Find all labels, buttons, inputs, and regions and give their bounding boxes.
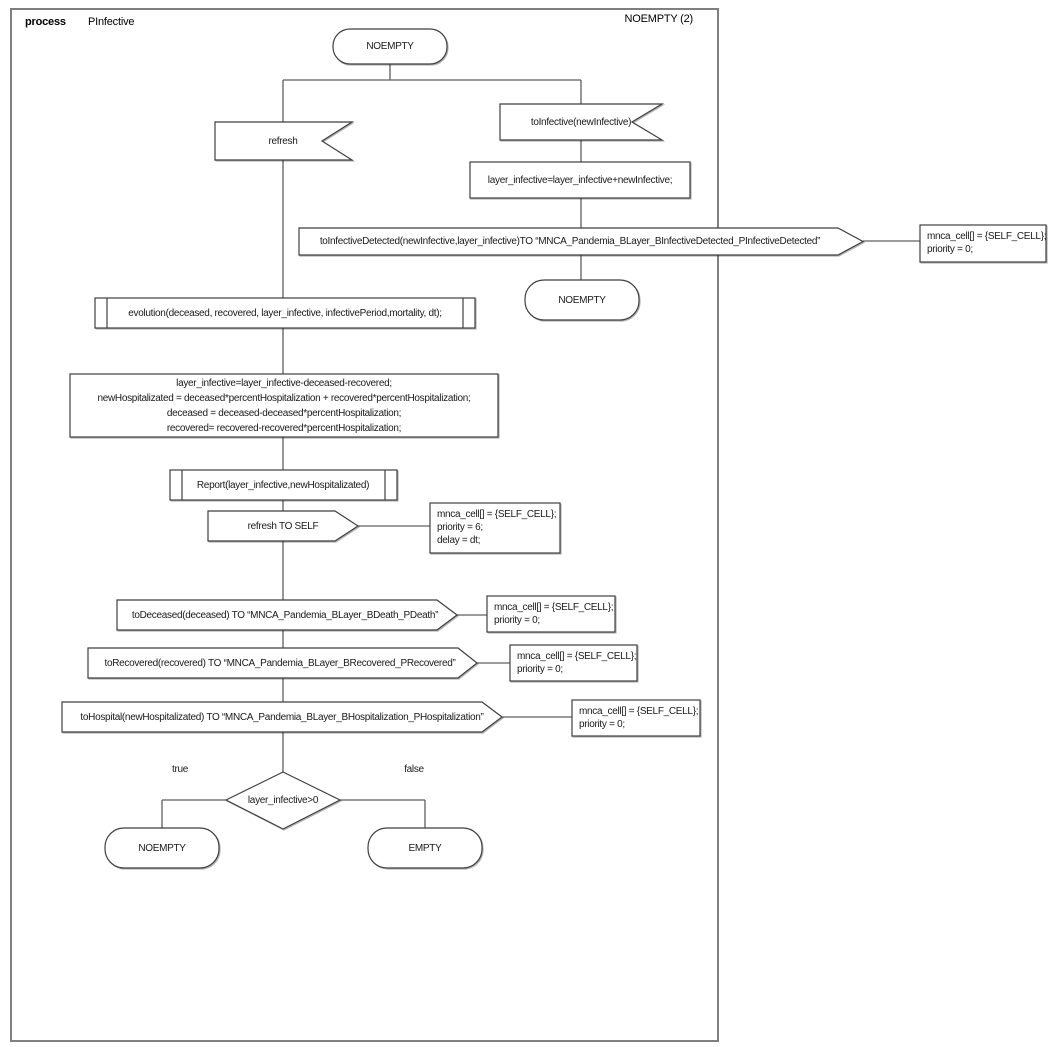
comment-hospital-text [579,705,698,731]
branch-true-label: true [171,764,189,775]
task-add-infective-label: layer_infective=layer_infective+newInfective; [487,175,673,186]
proc-report-label: Report(layer_infective,newHospitalizated) [196,480,370,491]
frame-state-ref-label: NOEMPTY (2) [624,13,693,25]
send-to-infective-detected-label: toInfectiveDetected(newInfective,layer_infective)TO “MNCA_Pandemia_BLayer_BInfectiveDetected_PInfectiveDetected” [319,236,821,247]
state-noempty-bottom-label: NOEMPTY [138,843,186,854]
comment-line: priority = 0; [927,244,973,255]
comment-recovered-text [517,650,636,676]
comment-line: delay = dt; [437,535,481,546]
send-to-deceased-label: toDeceased(deceased) TO “MNCA_Pandemia_BLayer_BDeath_PDeath” [131,610,439,621]
comment-line: mnca_cell[] = {SELF_CELL}; [494,602,614,613]
comment-line: priority = 0; [517,664,563,675]
task-update-line: deceased = deceased-deceased*percentHospitalization; [166,408,402,419]
comment-line: mnca_cell[] = {SELF_CELL}; [517,651,637,662]
receive-refresh-label: refresh [268,136,298,147]
process-kind-label: process [25,16,66,28]
proc-evolution-label: evolution(deceased, recovered, layer_infective, infectivePeriod,mortality, dt); [128,308,442,319]
comment-refresh-self-text [437,508,556,547]
send-refresh-self-label: refresh TO SELF [247,521,319,532]
comment-line: priority = 6; [437,522,483,533]
task-update-line: newHospitalizated = deceased*percentHospitalization + recovered*percentHospitalization; [97,393,471,404]
state-empty-label: EMPTY [408,843,442,854]
send-to-hospital-label: toHospital(newHospitalizated) TO “MNCA_Pandemia_BLayer_BHospitalization_PHospitalization” [80,712,484,723]
branch-false-label: false [404,764,424,775]
comment-infective-detected-text [927,230,1046,256]
state-start-noempty-label: NOEMPTY [366,41,414,52]
comment-line: mnca_cell[] = {SELF_CELL}; [927,231,1047,242]
task-update-line: layer_infective=layer_infective-deceased-recovered; [176,378,392,389]
process-name-label: PInfective [88,16,135,28]
comment-deceased-text [494,601,613,627]
comment-line: priority = 0; [579,719,625,730]
comment-line: priority = 0; [494,615,540,626]
receive-to-infective-label: toInfective(newInfective) [530,117,632,128]
decision-condition-label: layer_infective>0 [247,795,319,806]
task-update-line: recovered= recovered-recovered*percentHospitalization; [166,423,402,434]
comment-line: mnca_cell[] = {SELF_CELL}; [579,706,699,717]
comment-line: mnca_cell[] = {SELF_CELL}; [437,509,557,520]
send-to-recovered-label: toRecovered(recovered) TO “MNCA_Pandemia_BLayer_BRecovered_PRecovered” [104,658,456,669]
state-noempty-right-label: NOEMPTY [558,295,606,306]
task-update-text [97,376,470,436]
